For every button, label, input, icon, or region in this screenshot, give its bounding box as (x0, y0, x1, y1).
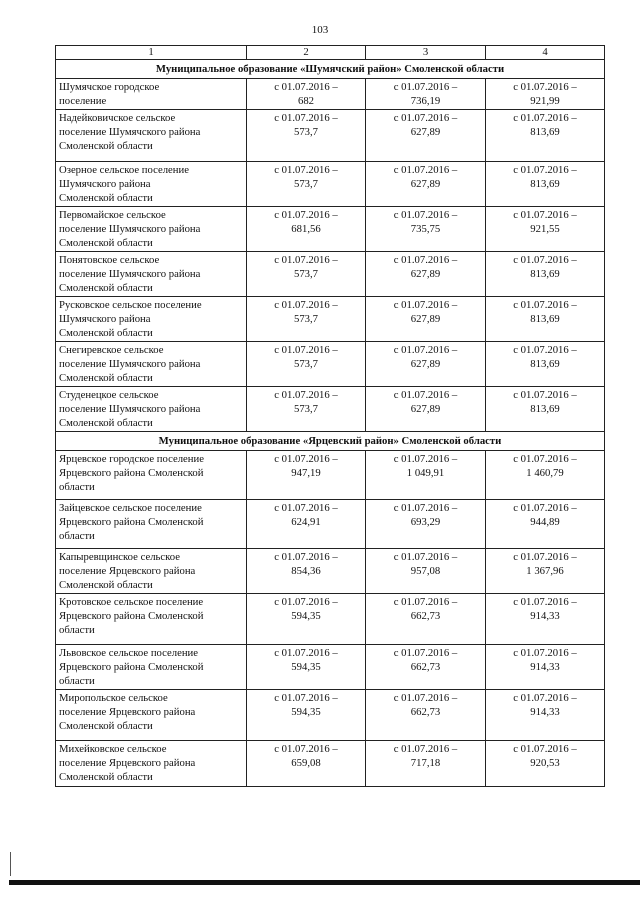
cell-line: Снегиревское сельское (59, 344, 164, 356)
cell-line: с 01.07.2016 – (513, 502, 577, 514)
value-col4-cell (486, 162, 605, 207)
cell-line: Ярцевского района Смоленской (59, 467, 204, 479)
cell-line: 627,89 (410, 358, 441, 370)
cell-line: с 01.07.2016 – (274, 692, 338, 704)
column-number-4: 4 (486, 46, 605, 60)
value-col4-cell (486, 741, 605, 787)
cell-line: 573,7 (293, 403, 319, 415)
value-col3-cell (366, 500, 486, 549)
cell-line: с 01.07.2016 – (274, 743, 338, 755)
cell-line: 854,36 (291, 565, 321, 577)
value-col2-cell (247, 79, 366, 110)
cell-line: поселение Ярцевского района (59, 565, 196, 577)
column-number-2: 2 (247, 46, 366, 60)
cell-line: 914,33 (530, 706, 560, 718)
value-col4-cell (486, 594, 605, 645)
cell-line: 914,33 (530, 661, 560, 673)
cell-line: области (59, 530, 95, 542)
cell-line: 813,69 (530, 268, 560, 280)
value-col2-cell (247, 110, 366, 162)
value-col2-cell (247, 690, 366, 741)
settlement-name-cell (56, 342, 247, 387)
cell-line: 681,56 (291, 223, 321, 235)
cell-line: 717,18 (410, 757, 441, 769)
value-col2-cell (247, 252, 366, 297)
cell-line: с 01.07.2016 – (393, 453, 458, 465)
cell-line: Надейковичское сельское (59, 112, 176, 124)
cell-line: Смоленской области (59, 579, 153, 591)
cell-line: с 01.07.2016 – (513, 81, 577, 93)
cell-line: поселение (59, 95, 107, 107)
value-col2-cell (247, 500, 366, 549)
table-row (56, 741, 605, 787)
cell-line: Капыревщинское сельское (59, 551, 181, 563)
table-row (56, 207, 605, 252)
cell-line: с 01.07.2016 – (513, 254, 577, 266)
cell-line: Миропольское сельское (59, 692, 168, 704)
value-col4-cell (486, 79, 605, 110)
value-col2-cell (247, 297, 366, 342)
cell-line: с 01.07.2016 – (513, 647, 577, 659)
cell-line: с 01.07.2016 – (513, 112, 577, 124)
cell-line: Студенецкое сельское (59, 389, 159, 401)
table-row (56, 645, 605, 690)
cell-line: 1 367,96 (526, 565, 564, 577)
value-col4-cell (486, 342, 605, 387)
value-col4-cell (486, 387, 605, 432)
value-col3-cell (366, 549, 486, 594)
cell-line: 573,7 (293, 313, 319, 325)
cell-line: 920,53 (530, 757, 560, 769)
cell-line: с 01.07.2016 – (513, 692, 577, 704)
value-col4-cell (486, 207, 605, 252)
page-number: 103 (311, 24, 329, 36)
cell-line: с 01.07.2016 – (393, 164, 458, 176)
value-col2-cell (247, 207, 366, 252)
value-col3-cell (366, 252, 486, 297)
cell-line: с 01.07.2016 – (393, 596, 458, 608)
cell-line: 813,69 (530, 313, 560, 325)
cell-line: с 01.07.2016 – (393, 209, 458, 221)
settlement-name-cell (56, 207, 247, 252)
cell-line: поселение Ярцевского района (59, 706, 196, 718)
cell-line: Смоленской области (59, 372, 153, 384)
scan-artifact-mark (10, 852, 11, 876)
cell-line: 627,89 (410, 178, 441, 190)
table-row (56, 387, 605, 432)
cell-line: 594,35 (291, 610, 321, 622)
cell-line: 693,29 (410, 516, 441, 528)
cell-line: с 01.07.2016 – (513, 299, 577, 311)
settlement-name-cell (56, 645, 247, 690)
cell-line: 736,19 (410, 95, 441, 107)
cell-line: поселение Шумячского района (59, 126, 201, 138)
cell-line: Русковское сельское поселение (59, 299, 202, 311)
cell-line: 573,7 (293, 358, 319, 370)
cell-line: поселение Шумячского района (59, 268, 201, 280)
cell-line: Смоленской области (59, 192, 153, 204)
value-col2-cell (247, 162, 366, 207)
settlement-name-cell (56, 162, 247, 207)
cell-line: 659,08 (291, 757, 321, 769)
value-col4-cell (486, 549, 605, 594)
column-number-3: 3 (366, 46, 486, 60)
cell-line: с 01.07.2016 – (513, 551, 577, 563)
cell-line: Шумячского района (59, 178, 151, 190)
settlement-name-cell (56, 594, 247, 645)
cell-line: с 01.07.2016 – (513, 743, 577, 755)
cell-line: Кротовское сельское поселение (59, 596, 204, 608)
cell-line: с 01.07.2016 – (274, 209, 338, 221)
cell-line: с 01.07.2016 – (393, 743, 458, 755)
value-col4-cell (486, 110, 605, 162)
cell-line: Ярцевское городское поселение (59, 453, 204, 465)
cell-line: 627,89 (410, 268, 441, 280)
value-col4-cell (486, 252, 605, 297)
cell-line: с 01.07.2016 – (393, 112, 458, 124)
value-col2-cell (247, 741, 366, 787)
cell-line: с 01.07.2016 – (274, 389, 338, 401)
cell-line: поселение Шумячского района (59, 358, 201, 370)
cell-line: с 01.07.2016 – (513, 344, 577, 356)
value-col3-cell (366, 594, 486, 645)
table-row (56, 690, 605, 741)
table-row (56, 594, 605, 645)
cell-line: 1 049,91 (406, 467, 445, 479)
cell-line: 624,91 (291, 516, 321, 528)
value-col4-cell (486, 451, 605, 500)
value-col3-cell (366, 110, 486, 162)
settlement-name-cell (56, 387, 247, 432)
cell-line: Михейковское сельское (59, 743, 167, 755)
table-row (56, 500, 605, 549)
table-row (56, 342, 605, 387)
cell-line: Понятовское сельское (59, 254, 160, 266)
value-col3-cell (366, 207, 486, 252)
cell-line: Первомайское сельское (59, 209, 166, 221)
value-col2-cell (247, 342, 366, 387)
value-col2-cell (247, 387, 366, 432)
cell-line: с 01.07.2016 – (274, 596, 338, 608)
cell-line: с 01.07.2016 – (393, 344, 458, 356)
cell-line: с 01.07.2016 – (513, 209, 577, 221)
cell-line: 682 (297, 95, 315, 107)
section-title: Муниципальное образование «Ярцевский район» Смоленской области (56, 432, 605, 451)
cell-line: Озерное сельское поселение (59, 164, 189, 176)
cell-line: Смоленской области (59, 720, 153, 732)
cell-line: Львовское сельское поселение (59, 647, 199, 659)
value-col3-cell (366, 297, 486, 342)
cell-line: с 01.07.2016 – (274, 164, 338, 176)
value-col2-cell (247, 549, 366, 594)
cell-line: с 01.07.2016 – (393, 692, 458, 704)
cell-line: 735,75 (410, 223, 441, 235)
value-col3-cell (366, 690, 486, 741)
scan-edge-bar (9, 880, 640, 885)
settlement-name-cell (56, 252, 247, 297)
settlement-name-cell (56, 297, 247, 342)
cell-line: Смоленской области (59, 417, 153, 429)
cell-line: с 01.07.2016 – (274, 344, 338, 356)
table-row (56, 162, 605, 207)
cell-line: 627,89 (410, 126, 441, 138)
value-col3-cell (366, 451, 486, 500)
settlement-name-cell (56, 741, 247, 787)
cell-line: поселение Шумячского района (59, 223, 201, 235)
cell-line: поселение Ярцевского района (59, 757, 196, 769)
settlement-name-cell (56, 500, 247, 549)
cell-line: с 01.07.2016 – (513, 389, 577, 401)
value-col4-cell (486, 645, 605, 690)
cell-line: Ярцевского района Смоленской (59, 610, 204, 622)
cell-line: 573,7 (293, 126, 319, 138)
table-row (56, 451, 605, 500)
cell-line: Ярцевского района Смоленской (59, 661, 204, 673)
cell-line: области (59, 675, 95, 687)
cell-line: с 01.07.2016 – (393, 647, 458, 659)
value-col4-cell (486, 500, 605, 549)
value-col3-cell (366, 79, 486, 110)
value-col2-cell (247, 451, 366, 500)
cell-line: с 01.07.2016 – (393, 299, 458, 311)
cell-line: Смоленской области (59, 237, 153, 249)
value-col4-cell (486, 690, 605, 741)
section-title: Муниципальное образование «Шумячский район» Смоленской области (56, 60, 605, 79)
cell-line: с 01.07.2016 – (274, 299, 338, 311)
cell-line: 573,7 (293, 268, 319, 280)
cell-line: с 01.07.2016 – (274, 551, 338, 563)
cell-line: 662,73 (410, 610, 441, 622)
column-number-1: 1 (56, 46, 247, 60)
settlement-name-cell (56, 549, 247, 594)
cell-line: с 01.07.2016 – (274, 81, 338, 93)
table-row (56, 110, 605, 162)
column-number-row (56, 46, 605, 60)
cell-line: Смоленской области (59, 771, 153, 783)
value-col3-cell (366, 387, 486, 432)
value-col3-cell (366, 342, 486, 387)
cell-line: 813,69 (530, 358, 560, 370)
cell-line: 944,89 (530, 516, 560, 528)
cell-line: с 01.07.2016 – (274, 647, 338, 659)
section-header-row (56, 432, 605, 451)
cell-line: с 01.07.2016 – (393, 389, 458, 401)
cell-line: с 01.07.2016 – (513, 596, 577, 608)
cell-line: с 01.07.2016 – (513, 164, 577, 176)
value-col2-cell (247, 645, 366, 690)
cell-line: с 01.07.2016 – (393, 254, 458, 266)
cell-line: с 01.07.2016 – (274, 254, 338, 266)
cell-line: 813,69 (530, 178, 560, 190)
value-col3-cell (366, 741, 486, 787)
settlement-name-cell (56, 110, 247, 162)
settlement-name-cell (56, 690, 247, 741)
cell-line: Ярцевского района Смоленской (59, 516, 204, 528)
cell-line: 627,89 (410, 313, 441, 325)
table-row (56, 297, 605, 342)
settlement-name-cell (56, 451, 247, 500)
cell-line: 573,7 (293, 178, 319, 190)
section-header-row (56, 60, 605, 79)
cell-line: с 01.07.2016 – (513, 453, 577, 465)
cell-line: с 01.07.2016 – (393, 81, 458, 93)
cell-line: Смоленской области (59, 327, 153, 339)
value-col3-cell (366, 162, 486, 207)
cell-line: области (59, 481, 95, 493)
cell-line: поселение Шумячского района (59, 403, 201, 415)
cell-line: с 01.07.2016 – (274, 502, 338, 514)
cell-line: 594,35 (291, 706, 321, 718)
cell-line: Смоленской области (59, 282, 153, 294)
cell-line: 627,89 (410, 403, 441, 415)
cell-line: Шумячского района (59, 313, 151, 325)
cell-line: 921,99 (530, 95, 560, 107)
settlement-name-cell (56, 79, 247, 110)
table-row (56, 549, 605, 594)
cell-line: с 01.07.2016 – (393, 502, 458, 514)
cell-line: 1 460,79 (526, 467, 564, 479)
cell-line: 957,08 (410, 565, 441, 577)
table-row (56, 79, 605, 110)
tariff-table (55, 45, 605, 787)
cell-line: с 01.07.2016 – (393, 551, 458, 563)
cell-line: Смоленской области (59, 140, 153, 152)
cell-line: с 01.07.2016 – (274, 453, 338, 465)
cell-line: с 01.07.2016 – (274, 112, 338, 124)
cell-line: 914,33 (530, 610, 560, 622)
cell-line: Зайцевское сельское поселение (59, 502, 202, 514)
cell-line: Шумячское городское (59, 81, 160, 93)
value-col3-cell (366, 645, 486, 690)
cell-line: 813,69 (530, 126, 560, 138)
cell-line: 662,73 (410, 661, 441, 673)
value-col4-cell (486, 297, 605, 342)
cell-line: 813,69 (530, 403, 560, 415)
cell-line: 594,35 (291, 661, 321, 673)
cell-line: области (59, 624, 95, 636)
cell-line: 662,73 (410, 706, 441, 718)
table-row (56, 252, 605, 297)
cell-line: 921,55 (530, 223, 560, 235)
value-col2-cell (247, 594, 366, 645)
cell-line: 947,19 (291, 467, 321, 479)
